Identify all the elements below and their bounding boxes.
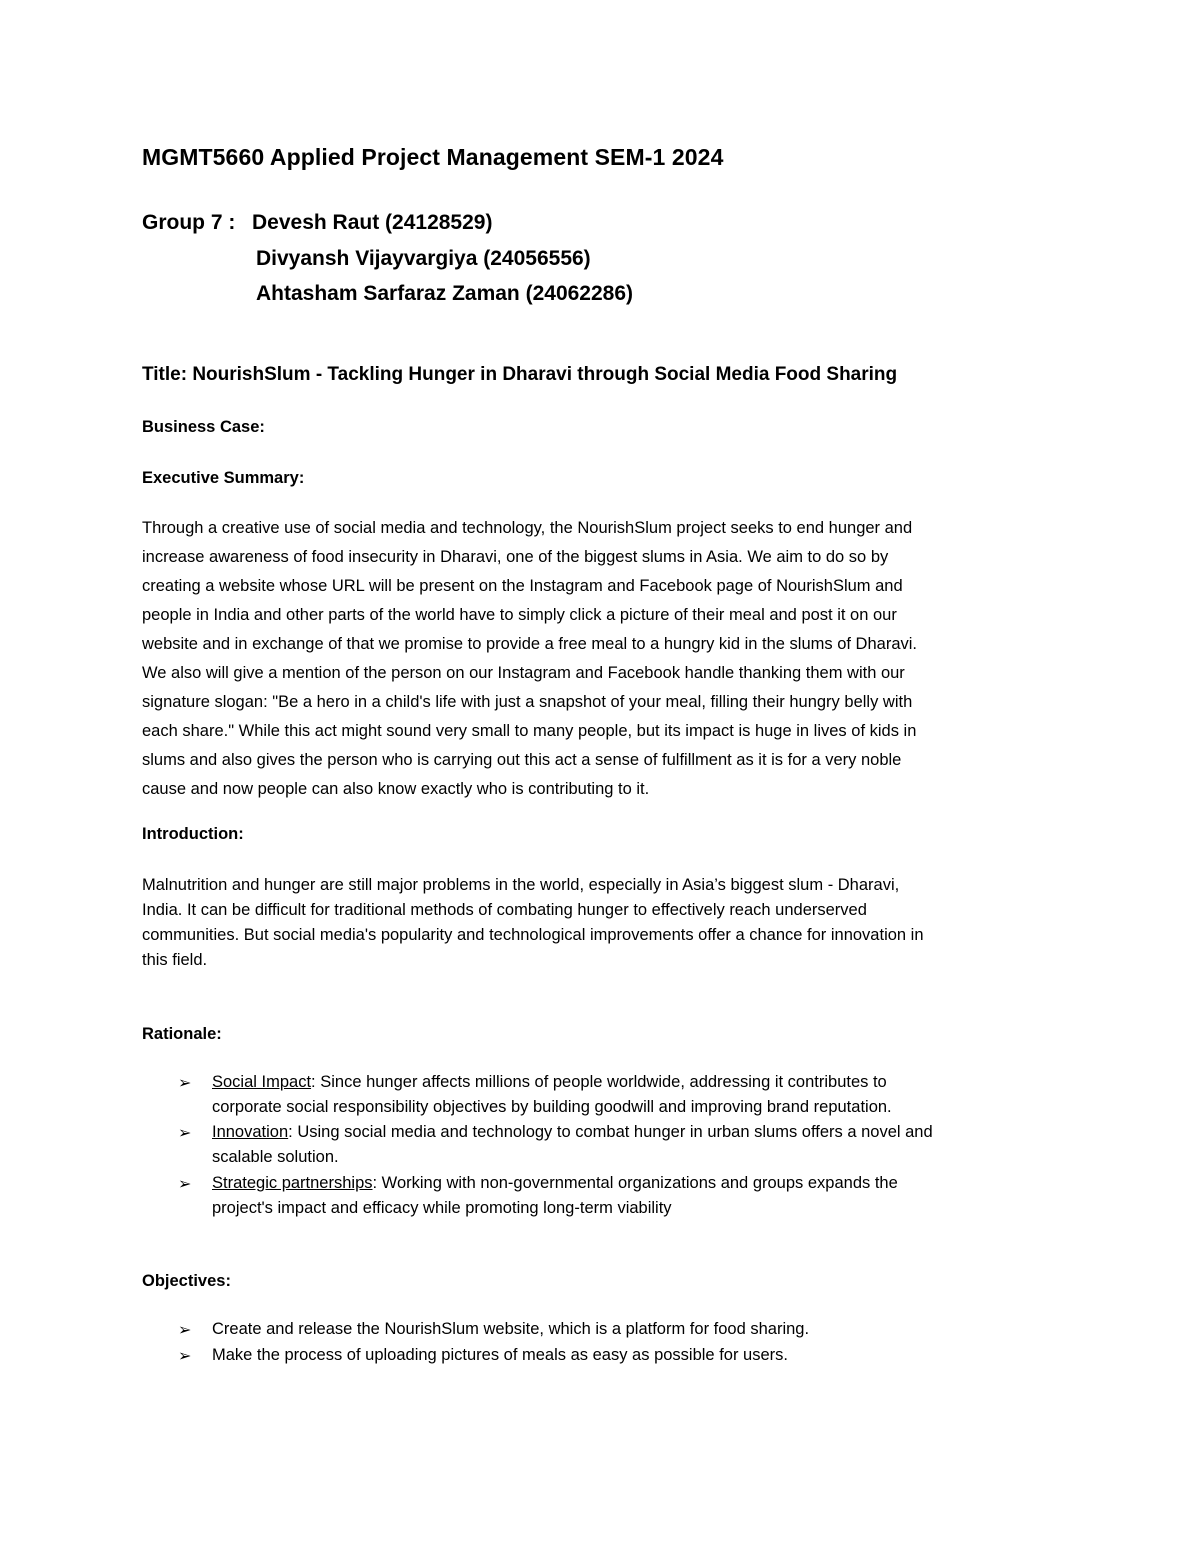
introduction-heading: Introduction: [142, 825, 244, 843]
rationale-item-label: Innovation [212, 1123, 289, 1141]
rationale-item-text: : Working with non-governmental organizations and groups expands the [372, 1174, 898, 1192]
rationale-item [212, 1073, 887, 1092]
executive-summary-line: cause and now people can also know exactly who is contributing to it. [142, 780, 650, 798]
arrow-bullet-icon: ➢ [178, 1176, 192, 1193]
rationale-item-label: Social Impact [212, 1073, 312, 1091]
introduction-line: communities. But social media's popularity and technological improvements offer a chance for innovation in [142, 926, 924, 944]
executive-summary-line: We also will give a mention of the person on our Instagram and Facebook handle thanking them with our [142, 664, 905, 682]
executive-summary-line: people in India and other parts of the world have to simply click a picture of their meal and post it on our [142, 606, 897, 624]
executive-summary-line: Through a creative use of social media and technology, the NourishSlum project seeks to end hunger and [142, 519, 913, 537]
arrow-bullet-icon: ➢ [178, 1322, 192, 1339]
objective-item: Create and release the NourishSlum website, which is a platform for food sharing. [212, 1320, 810, 1338]
rationale-item-text: : Since hunger affects millions of people worldwide, addressing it contributes to [311, 1073, 887, 1091]
executive-summary-line: slums and also gives the person who is carrying out this act a sense of fulfillment as it is for a very noble [142, 751, 902, 769]
course-title: MGMT5660 Applied Project Management SEM-1 2024 [142, 144, 724, 170]
rationale-item-text: : Using social media and technology to combat hunger in urban slums offers a novel and [288, 1123, 933, 1141]
project-title: Title: NourishSlum - Tackling Hunger in Dharavi through Social Media Food Sharing [142, 364, 898, 385]
executive-summary-line: creating a website whose URL will be present on the Instagram and Facebook page of NourishSlum and [142, 577, 903, 595]
arrow-bullet-icon: ➢ [178, 1348, 192, 1365]
executive-summary-line: each share." While this act might sound very small to many people, but its impact is huge in lives of kids in [142, 722, 917, 740]
group-label: Group 7 : [142, 211, 236, 234]
introduction-line: Malnutrition and hunger are still major problems in the world, especially in Asia’s biggest slum - Dharavi, [142, 876, 900, 894]
group-member: Ahtasham Sarfaraz Zaman (24062286) [256, 282, 634, 305]
arrow-bullet-icon: ➢ [178, 1125, 192, 1142]
objective-item: Make the process of uploading pictures of meals as easy as possible for users. [212, 1346, 788, 1364]
group-member: Devesh Raut (24128529) [252, 211, 493, 234]
executive-summary-line: increase awareness of food insecurity in Dharavi, one of the biggest slums in Asia. We aim to do so by [142, 548, 889, 566]
rationale-item-label: Strategic partnerships [212, 1174, 373, 1192]
rationale-item [212, 1123, 933, 1142]
rationale-heading: Rationale: [142, 1025, 222, 1043]
objectives-heading: Objectives: [142, 1272, 231, 1290]
introduction-line: India. It can be difficult for traditional methods of combating hunger to effectively reach underserved [142, 901, 867, 919]
executive-summary-line: website and in exchange of that we promise to provide a free meal to a hungry kid in the slums of Dharavi. [142, 635, 918, 653]
business-case-heading: Business Case: [142, 418, 265, 436]
arrow-bullet-icon: ➢ [178, 1075, 192, 1092]
executive-summary-heading: Executive Summary: [142, 469, 305, 487]
rationale-item-continuation: corporate social responsibility objectives by building goodwill and improving brand reputation. [212, 1098, 892, 1116]
executive-summary-line: signature slogan: "Be a hero in a child's life with just a snapshot of your meal, filling their hungry belly with [142, 693, 913, 711]
group-member: Divyansh Vijayvargiya (24056556) [256, 247, 591, 270]
rationale-item [212, 1174, 898, 1193]
rationale-item-continuation: scalable solution. [212, 1148, 339, 1166]
rationale-item-continuation: project's impact and efficacy while promoting long-term viability [212, 1199, 672, 1217]
introduction-line: this field. [142, 951, 208, 969]
